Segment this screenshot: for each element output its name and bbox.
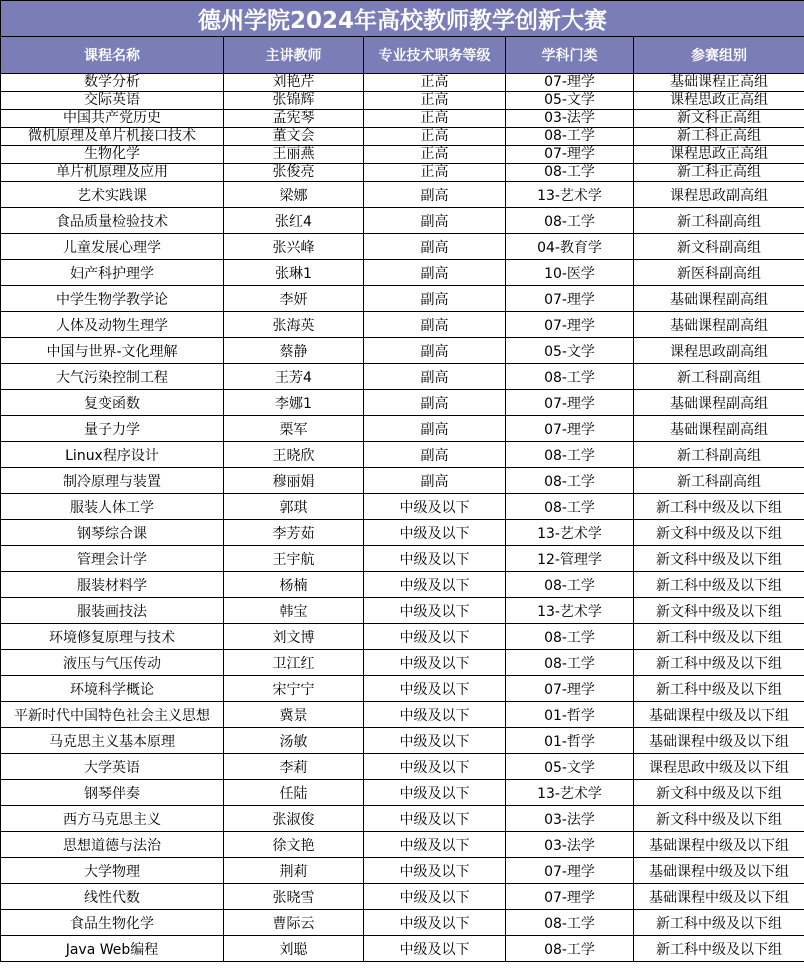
group-cell: 基础课程中级及以下组 [634,728,804,754]
title-level-cell: 中级及以下 [364,546,506,572]
discipline-cell: 05-文学 [506,92,634,110]
course-name-cell: 数学分析 [1,74,224,92]
course-name-cell: 平新时代中国特色社会主义思想 [1,702,224,728]
title-level-cell: 中级及以下 [364,728,506,754]
course-name-cell: 制冷原理与装置 [1,468,224,494]
teacher-cell: 张晓雪 [224,884,364,910]
group-cell: 新文科正高组 [634,110,804,128]
group-cell: 新工科正高组 [634,128,804,146]
table-row [1,364,804,390]
discipline-cell: 08-工学 [506,650,634,676]
teacher-cell: 栗军 [224,416,364,442]
teacher-cell: 刘文博 [224,624,364,650]
discipline-cell: 07-理学 [506,312,634,338]
table-row [1,702,804,728]
table-row [1,494,804,520]
discipline-cell: 13-艺术学 [506,520,634,546]
course-name-cell: 大学英语 [1,754,224,780]
title-level-cell: 副高 [364,338,506,364]
discipline-cell: 08-工学 [506,208,634,234]
teacher-cell: 刘艳芹 [224,74,364,92]
title-level-cell: 中级及以下 [364,676,506,702]
title-level-cell: 副高 [364,364,506,390]
course-name-cell: 思想道德与法治 [1,832,224,858]
column-header-group: 参赛组别 [634,37,804,74]
group-cell: 新工科中级及以下组 [634,650,804,676]
table-row [1,676,804,702]
course-name-cell: 中学生物学教学论 [1,286,224,312]
teacher-cell: 冀景 [224,702,364,728]
title-level-cell: 中级及以下 [364,910,506,936]
title-level-cell: 正高 [364,92,506,110]
group-cell: 课程思政副高组 [634,338,804,364]
title-level-cell: 副高 [364,416,506,442]
course-name-cell: 大气污染控制工程 [1,364,224,390]
course-name-cell: 服装人体工学 [1,494,224,520]
table-row [1,572,804,598]
table-body [1,74,804,962]
table-row [1,92,804,110]
group-cell: 基础课程副高组 [634,286,804,312]
course-name-cell: 微机原理及单片机接口技术 [1,128,224,146]
title-level-cell: 中级及以下 [364,572,506,598]
teacher-cell: 梁娜 [224,182,364,208]
teacher-cell: 郭琪 [224,494,364,520]
teacher-cell: 宋宁宁 [224,676,364,702]
title-level-cell: 中级及以下 [364,806,506,832]
teacher-cell: 张红4 [224,208,364,234]
course-name-cell: 儿童发展心理学 [1,234,224,260]
group-cell: 新文科中级及以下组 [634,546,804,572]
title-level-cell: 副高 [364,390,506,416]
group-cell: 新工科中级及以下组 [634,624,804,650]
teacher-cell: 曹际云 [224,910,364,936]
discipline-cell: 05-文学 [506,338,634,364]
header-row [1,37,804,74]
course-name-cell: 环境科学概论 [1,676,224,702]
title-level-cell: 正高 [364,164,506,182]
discipline-cell: 08-工学 [506,624,634,650]
course-name-cell: 钢琴综合课 [1,520,224,546]
table-row [1,754,804,780]
course-name-cell: 量子力学 [1,416,224,442]
teacher-cell: 汤敏 [224,728,364,754]
table-row [1,286,804,312]
table-row [1,442,804,468]
discipline-cell: 03-法学 [506,832,634,858]
teacher-cell: 刘聪 [224,936,364,962]
group-cell: 新文科中级及以下组 [634,520,804,546]
table-row [1,806,804,832]
group-cell: 基础课程中级及以下组 [634,884,804,910]
table-row [1,832,804,858]
discipline-cell: 08-工学 [506,364,634,390]
teacher-cell: 韩宝 [224,598,364,624]
teacher-cell: 张海英 [224,312,364,338]
discipline-cell: 08-工学 [506,572,634,598]
teacher-cell: 王晓欣 [224,442,364,468]
discipline-cell: 13-艺术学 [506,598,634,624]
discipline-cell: 07-理学 [506,146,634,164]
discipline-cell: 01-哲学 [506,702,634,728]
title-level-cell: 副高 [364,260,506,286]
teacher-cell: 孟宪琴 [224,110,364,128]
title-level-cell: 副高 [364,208,506,234]
group-cell: 基础课程副高组 [634,416,804,442]
title-level-cell: 中级及以下 [364,624,506,650]
title-level-cell: 中级及以下 [364,520,506,546]
group-cell: 新文科中级及以下组 [634,780,804,806]
title-level-cell: 中级及以下 [364,598,506,624]
discipline-cell: 08-工学 [506,164,634,182]
table-row [1,884,804,910]
teacher-cell: 徐文艳 [224,832,364,858]
title-level-cell: 中级及以下 [364,702,506,728]
discipline-cell: 08-工学 [506,910,634,936]
discipline-cell: 07-理学 [506,74,634,92]
discipline-cell: 05-文学 [506,754,634,780]
title-level-cell: 中级及以下 [364,832,506,858]
course-name-cell: 液压与气压传动 [1,650,224,676]
teacher-cell: 杨楠 [224,572,364,598]
discipline-cell: 07-理学 [506,884,634,910]
teacher-cell: 张兴峰 [224,234,364,260]
group-cell: 课程思政正高组 [634,146,804,164]
page-title: 德州学院2024年高校教师教学创新大赛 [1,1,804,37]
title-level-cell: 副高 [364,442,506,468]
table-row [1,520,804,546]
title-level-cell: 副高 [364,182,506,208]
course-name-cell: 钢琴伴奏 [1,780,224,806]
group-cell: 基础课程正高组 [634,74,804,92]
group-cell: 基础课程中级及以下组 [634,702,804,728]
teacher-cell: 李娜1 [224,390,364,416]
course-name-cell: 管理会计学 [1,546,224,572]
group-cell: 新文科中级及以下组 [634,806,804,832]
table-row [1,164,804,182]
teacher-cell: 张琳1 [224,260,364,286]
title-level-cell: 中级及以下 [364,858,506,884]
course-name-cell: Linux程序设计 [1,442,224,468]
teacher-cell: 张淑俊 [224,806,364,832]
group-cell: 基础课程中级及以下组 [634,858,804,884]
group-cell: 新工科副高组 [634,442,804,468]
discipline-cell: 07-理学 [506,858,634,884]
teacher-cell: 王宇航 [224,546,364,572]
table-row [1,390,804,416]
table-row [1,650,804,676]
column-header-title-level: 专业技术职务等级 [364,37,506,74]
title-level-cell: 正高 [364,74,506,92]
table-row [1,128,804,146]
group-cell: 新工科中级及以下组 [634,676,804,702]
table-row [1,936,804,962]
group-cell: 新文科中级及以下组 [634,598,804,624]
course-name-cell: 复变函数 [1,390,224,416]
course-name-cell: 食品质量检验技术 [1,208,224,234]
column-header-course: 课程名称 [1,37,224,74]
course-name-cell: 人体及动物生理学 [1,312,224,338]
group-cell: 新工科副高组 [634,364,804,390]
group-cell: 新医科副高组 [634,260,804,286]
group-cell: 新工科副高组 [634,468,804,494]
discipline-cell: 10-医学 [506,260,634,286]
course-name-cell: 大学物理 [1,858,224,884]
group-cell: 课程思政副高组 [634,182,804,208]
title-level-cell: 副高 [364,312,506,338]
table-row [1,74,804,92]
title-level-cell: 中级及以下 [364,884,506,910]
teacher-cell: 王丽燕 [224,146,364,164]
discipline-cell: 13-艺术学 [506,182,634,208]
table-row [1,110,804,128]
discipline-cell: 07-理学 [506,416,634,442]
course-name-cell: 中国共产党历史 [1,110,224,128]
teacher-cell: 卫江红 [224,650,364,676]
title-level-cell: 中级及以下 [364,936,506,962]
course-name-cell: 中国与世界-文化理解 [1,338,224,364]
table-row [1,468,804,494]
discipline-cell: 01-哲学 [506,728,634,754]
title-level-cell: 中级及以下 [364,650,506,676]
table-row [1,780,804,806]
group-cell: 基础课程副高组 [634,312,804,338]
title-level-cell: 中级及以下 [364,494,506,520]
discipline-cell: 12-管理学 [506,546,634,572]
teacher-cell: 荆莉 [224,858,364,884]
title-level-cell: 正高 [364,128,506,146]
group-cell: 基础课程副高组 [634,390,804,416]
teacher-cell: 任陆 [224,780,364,806]
group-cell: 新工科正高组 [634,164,804,182]
course-name-cell: 马克思主义基本原理 [1,728,224,754]
teacher-cell: 李莉 [224,754,364,780]
group-cell: 新工科中级及以下组 [634,910,804,936]
table-row [1,858,804,884]
group-cell: 基础课程中级及以下组 [634,832,804,858]
course-name-cell: 服装材料学 [1,572,224,598]
discipline-cell: 08-工学 [506,936,634,962]
teacher-cell: 蔡静 [224,338,364,364]
group-cell: 新工科中级及以下组 [634,572,804,598]
discipline-cell: 03-法学 [506,806,634,832]
group-cell: 新文科副高组 [634,234,804,260]
discipline-cell: 08-工学 [506,128,634,146]
course-name-cell: 交际英语 [1,92,224,110]
table-row [1,416,804,442]
course-name-cell: 妇产科护理学 [1,260,224,286]
discipline-cell: 08-工学 [506,468,634,494]
discipline-cell: 08-工学 [506,442,634,468]
title-level-cell: 副高 [364,234,506,260]
teacher-cell: 董文会 [224,128,364,146]
course-name-cell: 食品生物化学 [1,910,224,936]
group-cell: 课程思政正高组 [634,92,804,110]
course-name-cell: 艺术实践课 [1,182,224,208]
teacher-cell: 穆丽娟 [224,468,364,494]
table-row [1,234,804,260]
table-row [1,182,804,208]
table-row [1,910,804,936]
table-row [1,546,804,572]
discipline-cell: 03-法学 [506,110,634,128]
table-row [1,598,804,624]
group-cell: 新工科中级及以下组 [634,936,804,962]
table-row [1,146,804,164]
discipline-cell: 13-艺术学 [506,780,634,806]
course-name-cell: 生物化学 [1,146,224,164]
course-name-cell: 线性代数 [1,884,224,910]
title-level-cell: 正高 [364,146,506,164]
title-level-cell: 中级及以下 [364,780,506,806]
course-name-cell: 单片机原理及应用 [1,164,224,182]
group-cell: 新工科中级及以下组 [634,494,804,520]
teacher-cell: 李芳茹 [224,520,364,546]
course-name-cell: Java Web编程 [1,936,224,962]
table-row [1,312,804,338]
group-cell: 新工科副高组 [634,208,804,234]
course-name-cell: 服装画技法 [1,598,224,624]
discipline-cell: 07-理学 [506,286,634,312]
title-level-cell: 中级及以下 [364,754,506,780]
table-row [1,260,804,286]
discipline-cell: 04-教育学 [506,234,634,260]
title-level-cell: 副高 [364,286,506,312]
column-header-discipline: 学科门类 [506,37,634,74]
teacher-cell: 李妍 [224,286,364,312]
teacher-cell: 张俊亮 [224,164,364,182]
title-level-cell: 副高 [364,468,506,494]
discipline-cell: 07-理学 [506,676,634,702]
course-name-cell: 环境修复原理与技术 [1,624,224,650]
title-level-cell: 正高 [364,110,506,128]
teacher-cell: 王芳4 [224,364,364,390]
table-row [1,728,804,754]
discipline-cell: 08-工学 [506,494,634,520]
table-row [1,208,804,234]
table-row [1,338,804,364]
column-header-teacher: 主讲教师 [224,37,364,74]
group-cell: 课程思政中级及以下组 [634,754,804,780]
teacher-cell: 张锦辉 [224,92,364,110]
table-row [1,624,804,650]
course-name-cell: 西方马克思主义 [1,806,224,832]
discipline-cell: 07-理学 [506,390,634,416]
